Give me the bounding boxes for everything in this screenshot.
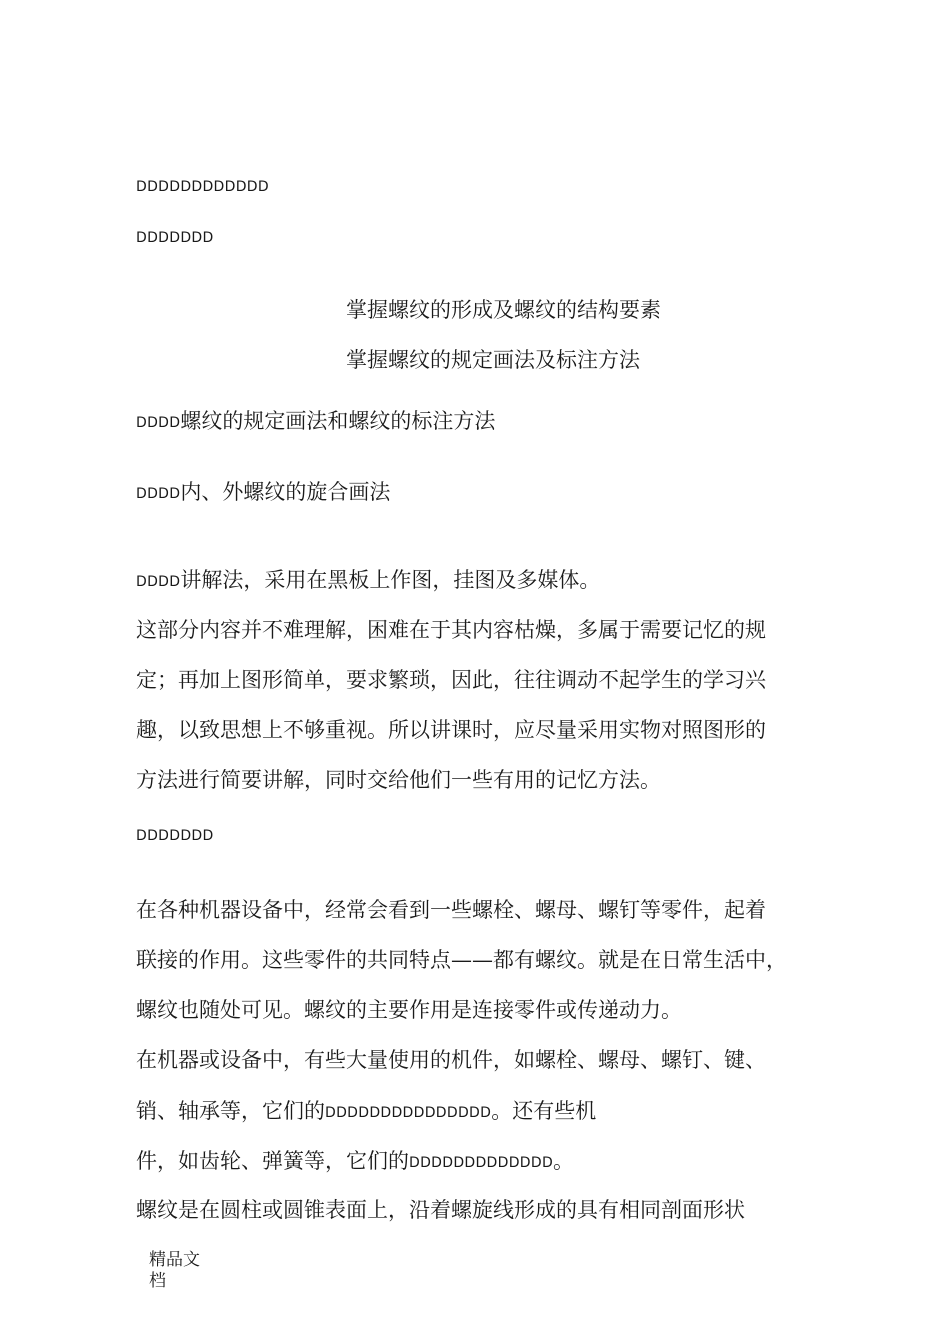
analysis-line-2: 定；再加上图形简单，要求繁琐，因此，往往调动不起学生的学习兴 xyxy=(136,668,766,692)
parts-a-tail: 。还有些机 xyxy=(491,1099,597,1123)
method-text: 讲解法，采用在黑板上作图，挂图及多媒体。 xyxy=(180,568,601,592)
parts-a-text: 销、轴承等，它们的 xyxy=(136,1099,325,1123)
method-line xyxy=(136,566,600,596)
key-point-label: DDDD xyxy=(136,415,181,431)
header-line-2: DDDDDDD xyxy=(136,230,214,246)
parts-b-tail: 。 xyxy=(553,1149,575,1173)
parts-line-b xyxy=(136,1147,574,1177)
objective-1: 掌握螺纹的形成及螺纹的结构要素 xyxy=(346,298,661,322)
parts-line-a xyxy=(136,1097,596,1127)
difficulty-text: 内、外螺纹的旋合画法 xyxy=(180,480,391,504)
analysis-line-1: 这部分内容并不难理解，困难在于其内容枯燥，多属于需要记忆的规 xyxy=(136,618,766,642)
intro-line-1: 在各种机器设备中，经常会看到一些螺栓、螺母、螺钉等零件，起着 xyxy=(136,898,766,922)
footer-mark-line-1: 精品文 xyxy=(149,1250,200,1270)
difficulty-label: DDDD xyxy=(136,486,181,502)
parts-b-text: 件，如齿轮、弹簧等，它们的 xyxy=(136,1149,409,1173)
intro-line-2: 联接的作用。这些零件的共同特点——都有螺纹。就是在日常生活中， xyxy=(136,948,787,972)
definition-line: 螺纹是在圆柱或圆锥表面上，沿着螺旋线形成的具有相同剖面形状 xyxy=(136,1198,745,1222)
header-line-1: DDDDDDDDDDDD xyxy=(136,179,269,195)
difficulty-line xyxy=(136,478,390,508)
parts-b-code: DDDDDDDDDDDDD xyxy=(409,1155,554,1171)
analysis-line-4: 方法进行简要讲解，同时交给他们一些有用的记忆方法。 xyxy=(136,768,661,792)
key-point-text: 螺纹的规定画法和螺纹的标注方法 xyxy=(180,409,496,433)
intro-line-4: 在机器或设备中，有些大量使用的机件，如螺栓、螺母、螺钉、键、 xyxy=(136,1048,766,1072)
parts-a-code: DDDDDDDDDDDDDDD xyxy=(325,1105,492,1121)
analysis-line-3: 趣，以致思想上不够重视。所以讲课时，应尽量采用实物对照图形的 xyxy=(136,718,766,742)
section-label: DDDDDDD xyxy=(136,828,214,844)
objective-2: 掌握螺纹的规定画法及标注方法 xyxy=(346,348,640,372)
intro-line-3: 螺纹也随处可见。螺纹的主要作用是连接零件或传递动力。 xyxy=(136,998,682,1022)
footer-mark-line-2: 档 xyxy=(149,1271,166,1291)
method-label: DDDD xyxy=(136,574,181,590)
key-point-line xyxy=(136,407,495,437)
